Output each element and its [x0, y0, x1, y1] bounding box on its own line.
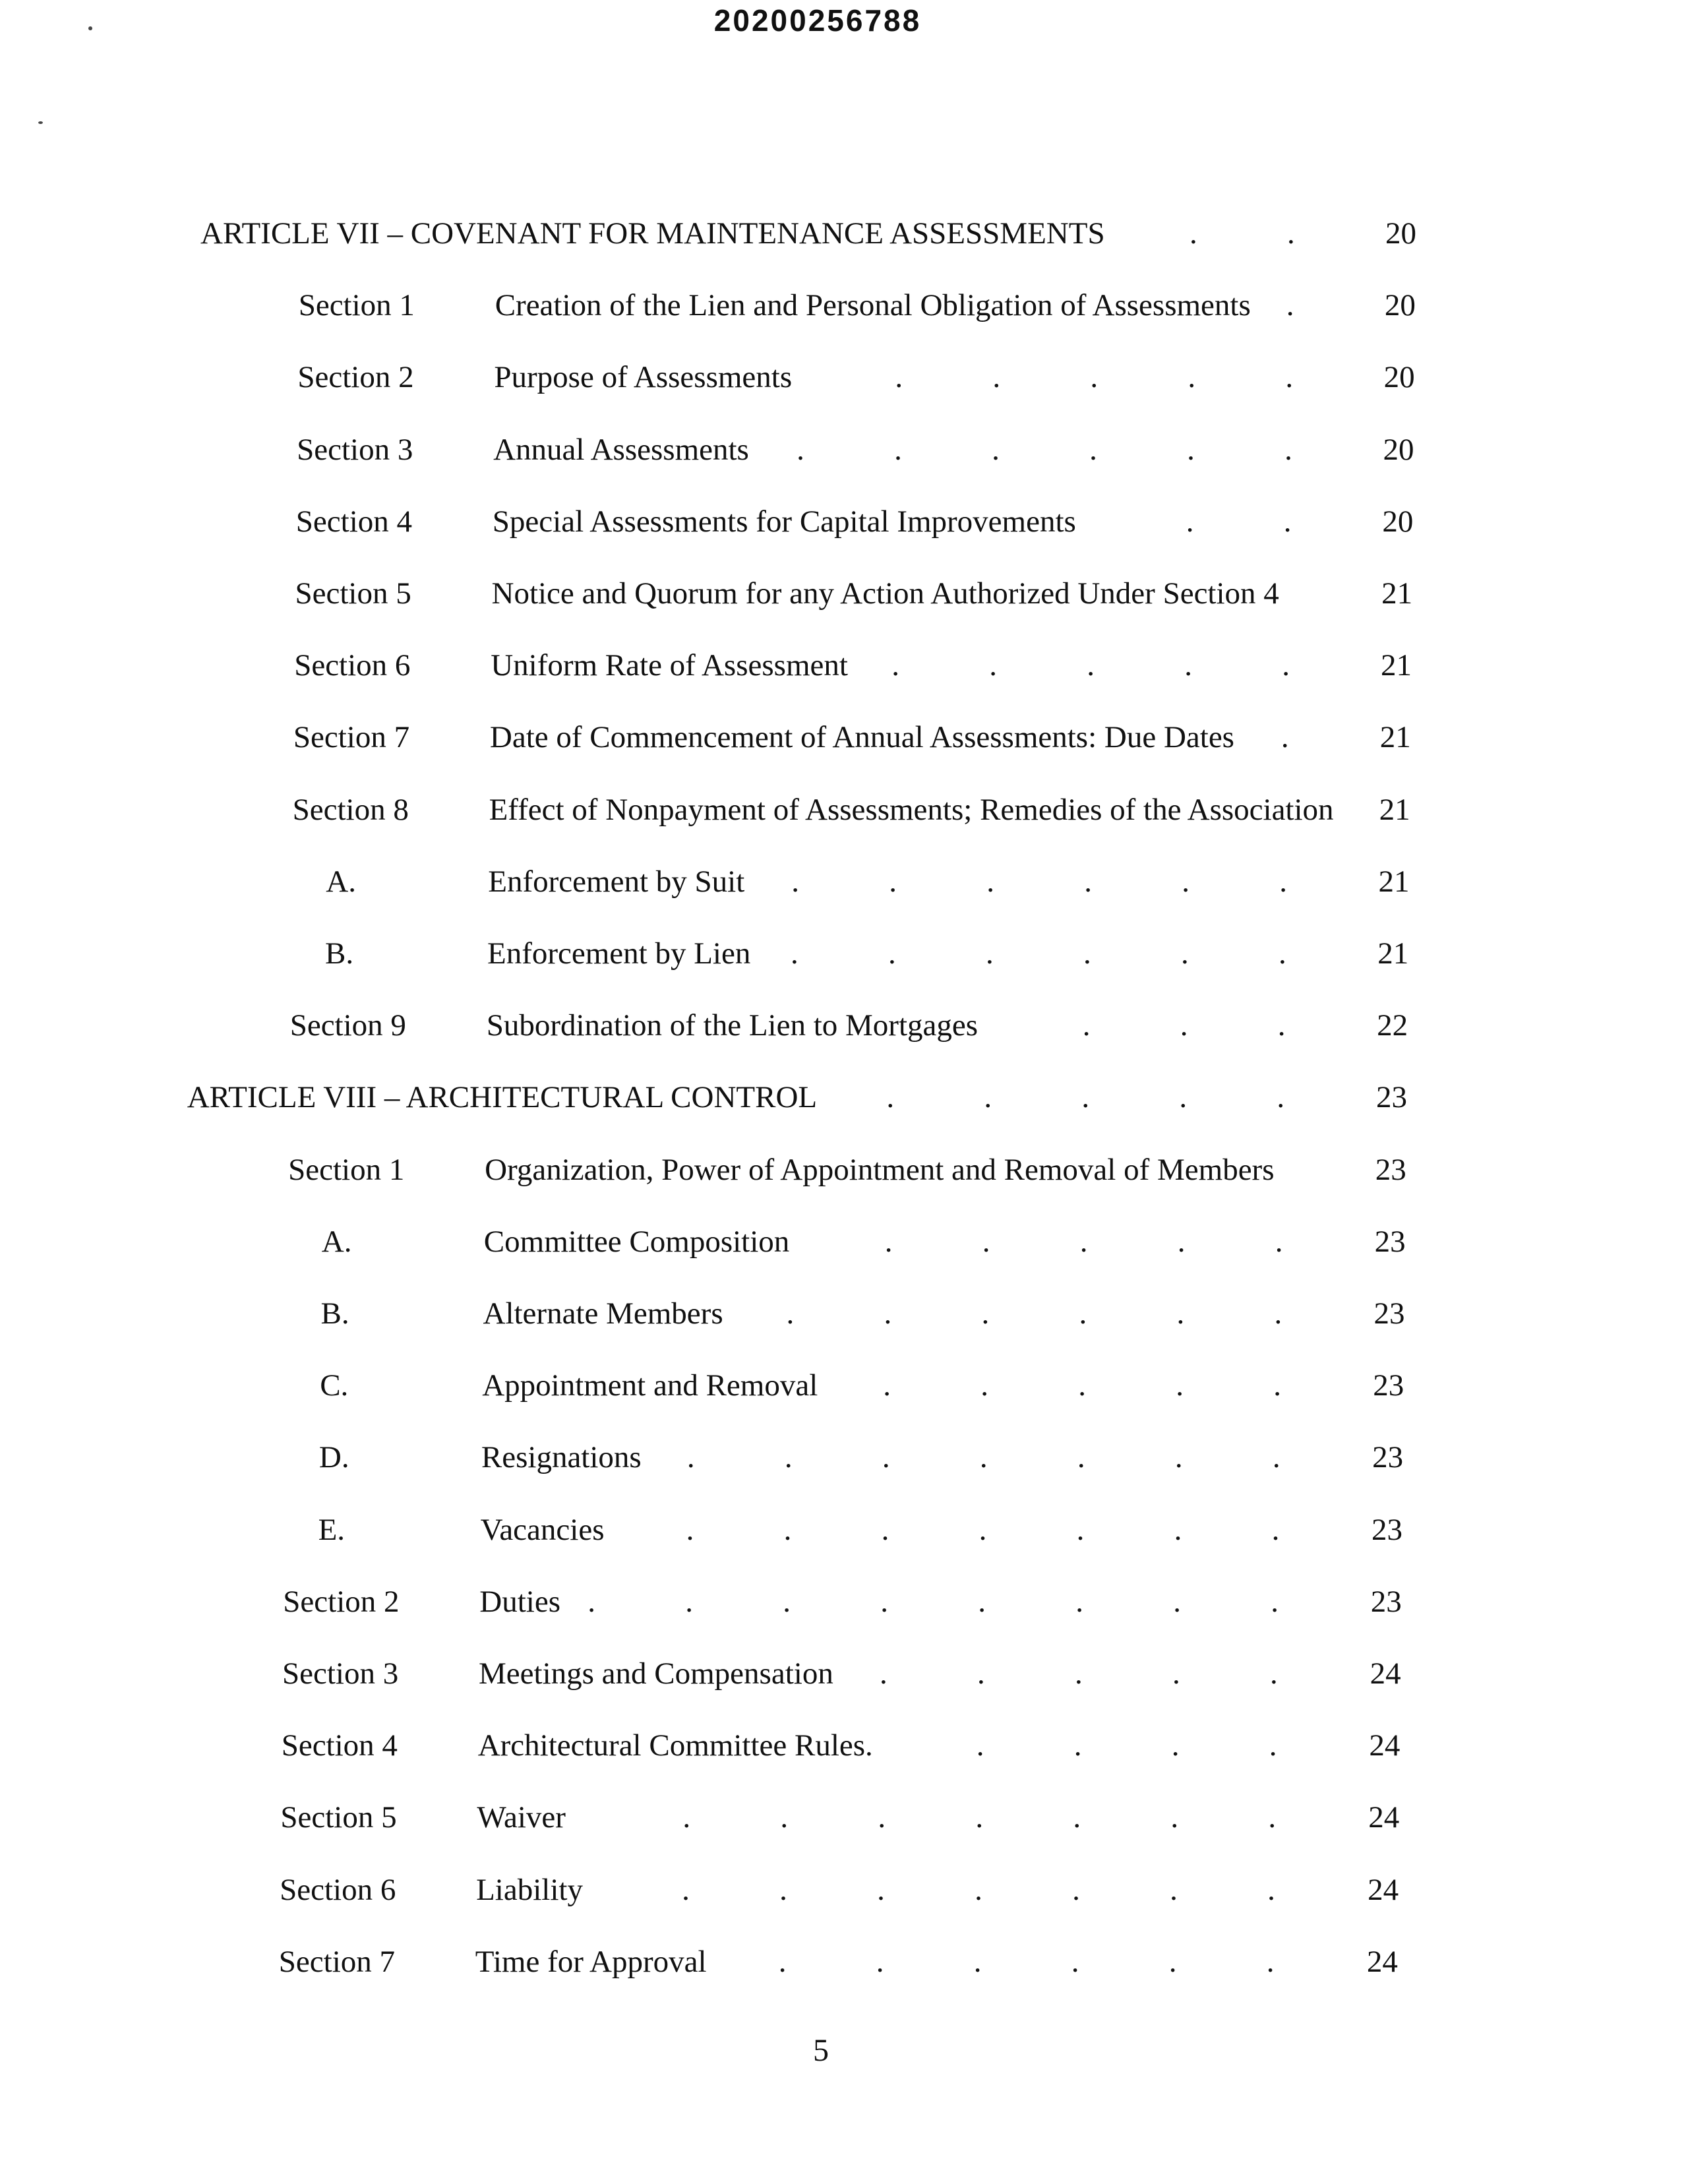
leader-dot: . — [783, 1512, 792, 1547]
leader-dot: . — [1089, 432, 1097, 467]
leader-dot: . — [1269, 1728, 1277, 1763]
toc-entry-title: Notice and Quorum for any Action Authorized Under Section 4 — [491, 576, 1279, 611]
leader-dot: . — [1170, 1872, 1178, 1907]
leader-dot: . — [1283, 504, 1292, 539]
leader-dot: . — [1266, 1944, 1275, 1979]
leader-dot: . — [1075, 1584, 1084, 1619]
leader-dot: . — [1171, 1728, 1180, 1763]
toc-page-number: 23 — [1375, 1080, 1407, 1115]
toc-entry-title: Time for Approval — [475, 1944, 707, 1979]
leader-dot: . — [779, 1872, 787, 1907]
leader-dot: . — [877, 1872, 885, 1907]
leader-dot: . — [1173, 1584, 1182, 1619]
toc-section-row[interactable] — [0, 574, 1688, 613]
leader-dot: . — [992, 432, 1000, 467]
leader-dot: . — [1084, 864, 1093, 899]
leader-dot: . — [1287, 216, 1295, 251]
leader-dot: . — [1083, 936, 1091, 971]
leader-dot: . — [682, 1800, 691, 1835]
toc-section-row[interactable] — [0, 790, 1688, 830]
leader-dot: . — [981, 1296, 990, 1331]
toc-page-number: 21 — [1379, 792, 1410, 827]
leader-dot: . — [1174, 1440, 1183, 1475]
leader-dot: . — [1277, 1008, 1286, 1043]
leader-dot: . — [1087, 648, 1095, 683]
leader-dot: . — [891, 648, 899, 683]
leader-dot: . — [1076, 1512, 1085, 1547]
toc-entry-label: Section 4 — [295, 504, 413, 539]
toc-entry-label: Section 7 — [293, 720, 410, 755]
leader-dot: . — [1082, 1008, 1091, 1043]
toc-page-number: 21 — [1381, 576, 1413, 611]
toc-entry-label: Section 2 — [297, 360, 414, 395]
leader-dot: . — [1075, 1656, 1083, 1691]
leader-dot: . — [1271, 1584, 1279, 1619]
leader-dot: . — [979, 1440, 988, 1475]
leader-dot: . — [980, 1368, 988, 1403]
toc-article-title: ARTICLE VIII – ARCHITECTURAL CONTROL — [187, 1080, 818, 1115]
leader-dot: . — [1181, 936, 1189, 971]
toc-page-number: 21 — [1377, 936, 1409, 971]
leader-dot: . — [1186, 504, 1194, 539]
toc-page-number: 23 — [1372, 1440, 1404, 1475]
leader-dot: . — [1073, 1800, 1081, 1835]
toc-entry-label: Section 2 — [283, 1584, 400, 1619]
leader-dot: . — [884, 1224, 893, 1259]
toc-section-row[interactable] — [0, 717, 1688, 757]
leader-dot: . — [780, 1800, 789, 1835]
toc-page-number: 23 — [1375, 1152, 1406, 1187]
toc-entry-title: Organization, Power of Appointment and Removal of Members — [485, 1152, 1275, 1187]
leader-dot: . — [1190, 216, 1197, 251]
toc-entry-title: Purpose of Assessments — [494, 360, 793, 395]
leader-dot: . — [881, 1512, 889, 1547]
toc-subsection-row[interactable] — [0, 934, 1688, 973]
leader-dot: . — [1188, 360, 1196, 395]
toc-section-row[interactable] — [0, 1798, 1688, 1837]
toc-entry-label: Section 6 — [280, 1872, 396, 1907]
leader-dot: . — [786, 1296, 795, 1331]
leader-dot: . — [982, 1224, 990, 1259]
leader-dot: . — [791, 936, 799, 971]
toc-article-title: ARTICLE VII – COVENANT FOR MAINTENANCE ASSESSMENTS — [200, 216, 1105, 251]
toc-entry-label: Section 6 — [294, 648, 411, 683]
leader-dot: . — [1079, 1296, 1087, 1331]
toc-page-number: 23 — [1370, 1584, 1402, 1619]
toc-page-number: 24 — [1370, 1656, 1401, 1691]
leader-dot: . — [797, 432, 804, 467]
toc-entry-title: Creation of the Lien and Personal Obligation of Assessments — [495, 288, 1251, 323]
toc-entry-title: Liability — [476, 1872, 583, 1907]
toc-page-number: 23 — [1373, 1296, 1405, 1331]
leader-dot: . — [1073, 1728, 1082, 1763]
leader-dot: . — [1284, 432, 1292, 467]
leader-dot: . — [1271, 1512, 1280, 1547]
toc-entry-title: Date of Commencement of Annual Assessments: Due Dates — [489, 720, 1234, 755]
leader-dot: . — [784, 1440, 793, 1475]
leader-dot: . — [977, 1656, 985, 1691]
toc-subsection-row[interactable] — [0, 1510, 1688, 1550]
toc-entry-label: Section 3 — [297, 432, 413, 467]
leader-dot: . — [986, 864, 995, 899]
leader-dot: . — [1179, 1080, 1188, 1115]
leader-dot: . — [1090, 360, 1099, 395]
toc-page-number: 21 — [1380, 648, 1412, 683]
toc-section-row[interactable] — [0, 1654, 1688, 1693]
toc-entry-label: Section 9 — [289, 1008, 406, 1043]
toc-page-number: 20 — [1383, 432, 1414, 467]
leader-dot: . — [1079, 1224, 1088, 1259]
toc-entry-title: Effect of Nonpayment of Assessments; Remedies of the Association — [489, 792, 1334, 827]
toc-section-row[interactable] — [0, 1942, 1688, 1982]
toc-section-row[interactable] — [0, 1006, 1688, 1045]
toc-page-number: 24 — [1368, 1872, 1399, 1907]
toc-section-row[interactable] — [0, 502, 1688, 541]
toc-entry-title: Special Assessments for Capital Improvements — [492, 504, 1076, 539]
toc-page-number: 20 — [1382, 504, 1414, 539]
leader-dot: . — [883, 1368, 891, 1403]
toc-page-number: 24 — [1369, 1728, 1401, 1763]
toc-entry-title: Meetings and Compensation — [479, 1656, 833, 1691]
toc-entry-label: C. — [320, 1368, 349, 1403]
leader-dot: . — [1270, 1656, 1278, 1691]
leader-dot: . — [1285, 360, 1294, 395]
toc-section-row[interactable] — [0, 1726, 1688, 1765]
leader-dot: . — [992, 360, 1001, 395]
leader-dot: . — [1081, 1080, 1090, 1115]
leader-dot: . — [1267, 1872, 1275, 1907]
toc-entry-label: Section 8 — [292, 792, 409, 827]
toc-entry-title: Appointment and Removal — [482, 1368, 818, 1403]
leader-dot: . — [886, 1080, 895, 1115]
toc-entry-label: Section 1 — [298, 288, 415, 323]
leader-dot: . — [1176, 1296, 1185, 1331]
leader-dot: . — [783, 1584, 791, 1619]
leader-dot: . — [984, 1080, 992, 1115]
leader-dot: . — [682, 1872, 690, 1907]
toc-entry-label: B. — [320, 1296, 349, 1331]
toc-entry-title: Alternate Members — [483, 1296, 723, 1331]
toc-entry-title: Vacancies — [480, 1512, 605, 1547]
leader-dot: . — [1184, 648, 1192, 683]
leader-dot: . — [1168, 1944, 1177, 1979]
leader-dot: . — [1077, 1440, 1085, 1475]
leader-dot: . — [1170, 1800, 1179, 1835]
toc-entry-label: Section 5 — [280, 1800, 397, 1835]
toc-entry-title: Uniform Rate of Assessment — [491, 648, 848, 683]
toc-section-row[interactable] — [0, 1150, 1688, 1190]
leader-dot: . — [884, 1296, 892, 1331]
leader-dot: . — [1177, 1224, 1186, 1259]
toc-entry-label: E. — [318, 1512, 346, 1547]
toc-entry-title: Resignations — [481, 1440, 642, 1475]
page-number: 5 — [813, 2033, 829, 2068]
toc-entry-title: Enforcement by Suit — [488, 864, 745, 899]
toc-entry-label: Section 5 — [295, 576, 411, 611]
leader-dot: . — [895, 360, 903, 395]
toc-page-number: 22 — [1377, 1008, 1408, 1043]
leader-dot: . — [888, 936, 896, 971]
toc-page-number: 20 — [1385, 216, 1416, 251]
toc-subsection-row[interactable] — [0, 1438, 1688, 1477]
leader-dot: . — [1078, 1368, 1086, 1403]
toc-page-number: 20 — [1383, 360, 1415, 395]
toc-entry-label: Section 1 — [288, 1152, 405, 1187]
toc-entry-title: Duties — [479, 1584, 561, 1619]
leader-dot: . — [978, 1584, 986, 1619]
toc-subsection-row[interactable] — [0, 1294, 1688, 1333]
leader-dot: . — [880, 1656, 888, 1691]
leader-dot: . — [1274, 1296, 1282, 1331]
leader-dot: . — [973, 1944, 982, 1979]
leader-dot: . — [876, 1944, 884, 1979]
toc-page-number: 24 — [1368, 1800, 1400, 1835]
leader-dot: . — [1071, 1944, 1079, 1979]
leader-dot: . — [1182, 864, 1190, 899]
leader-dot: . — [989, 648, 997, 683]
leader-dot: . — [685, 1584, 694, 1619]
toc-entry-label: D. — [318, 1440, 349, 1475]
toc-page-number: 23 — [1371, 1512, 1402, 1547]
toc-page-number: 23 — [1374, 1224, 1406, 1259]
toc-section-row[interactable] — [0, 1582, 1688, 1622]
toc-entry-title: Enforcement by Lien — [487, 936, 751, 971]
toc-page-number: 21 — [1379, 720, 1411, 755]
leader-dot: . — [889, 864, 897, 899]
leader-dot: . — [1277, 1080, 1285, 1115]
leader-dot: . — [986, 936, 994, 971]
leader-dot: . — [979, 1512, 987, 1547]
toc-article-row[interactable] — [0, 214, 1688, 253]
leader-dot: . — [882, 1440, 890, 1475]
leader-dot: . — [1174, 1512, 1182, 1547]
leader-dot: . — [1172, 1656, 1180, 1691]
leader-dot: . — [975, 1872, 982, 1907]
leader-dot: . — [878, 1800, 886, 1835]
toc-page-number: 20 — [1384, 288, 1416, 323]
leader-dot: . — [1180, 1008, 1188, 1043]
leader-dot: . — [791, 864, 800, 899]
toc-page-number: 23 — [1373, 1368, 1404, 1403]
leader-dot: . — [1275, 1224, 1283, 1259]
toc-page-number: 21 — [1378, 864, 1410, 899]
leader-dot: . — [1272, 1440, 1281, 1475]
toc-entry-title: Annual Assessments — [493, 432, 749, 467]
leader-dot: . — [778, 1944, 787, 1979]
leader-dot: . — [686, 1512, 694, 1547]
leader-dot: . — [1268, 1800, 1277, 1835]
toc-entry-title: Waiver — [477, 1800, 566, 1835]
leader-dot: . — [1279, 936, 1286, 971]
leader-dot: . — [588, 1584, 596, 1619]
toc-entry-label: Section 7 — [278, 1944, 396, 1979]
toc-entry-title: Subordination of the Lien to Mortgages — [486, 1008, 979, 1043]
leader-dot: . — [976, 1728, 984, 1763]
leader-dot: . — [1187, 432, 1195, 467]
toc-subsection-row[interactable] — [0, 1222, 1688, 1261]
toc-subsection-row[interactable] — [0, 862, 1688, 901]
toc-entry-label: B. — [325, 936, 354, 971]
leader-dot: . — [686, 1440, 695, 1475]
leader-dot: . — [975, 1800, 984, 1835]
toc-section-row[interactable] — [0, 286, 1688, 325]
leader-dot: . — [1279, 864, 1288, 899]
leader-dot: . — [1282, 648, 1290, 683]
document-number: 20200256788 — [713, 3, 922, 38]
toc-page-number: 24 — [1366, 1944, 1398, 1979]
toc-article-row[interactable] — [0, 1077, 1688, 1117]
leader-dot: . — [1176, 1368, 1184, 1403]
toc-section-row[interactable] — [0, 646, 1688, 685]
toc-entry-label: A. — [326, 864, 356, 899]
toc-entry-title: Committee Composition — [483, 1224, 790, 1259]
toc-section-row[interactable] — [0, 1870, 1688, 1910]
toc-section-row[interactable] — [0, 430, 1688, 470]
toc-entry-title: Architectural Committee Rules. — [477, 1728, 873, 1763]
leader-dot: . — [1281, 720, 1289, 755]
leader-dot: . — [1286, 288, 1294, 323]
toc-entry-label: Section 3 — [282, 1656, 399, 1691]
toc-entry-label: A. — [321, 1224, 352, 1259]
toc-subsection-row[interactable] — [0, 1366, 1688, 1405]
leader-dot: . — [1072, 1872, 1080, 1907]
leader-dot: . — [880, 1584, 889, 1619]
leader-dot: . — [894, 432, 902, 467]
toc-entry-label: Section 4 — [281, 1728, 398, 1763]
leader-dot: . — [1273, 1368, 1281, 1403]
toc-section-row[interactable] — [0, 357, 1688, 397]
